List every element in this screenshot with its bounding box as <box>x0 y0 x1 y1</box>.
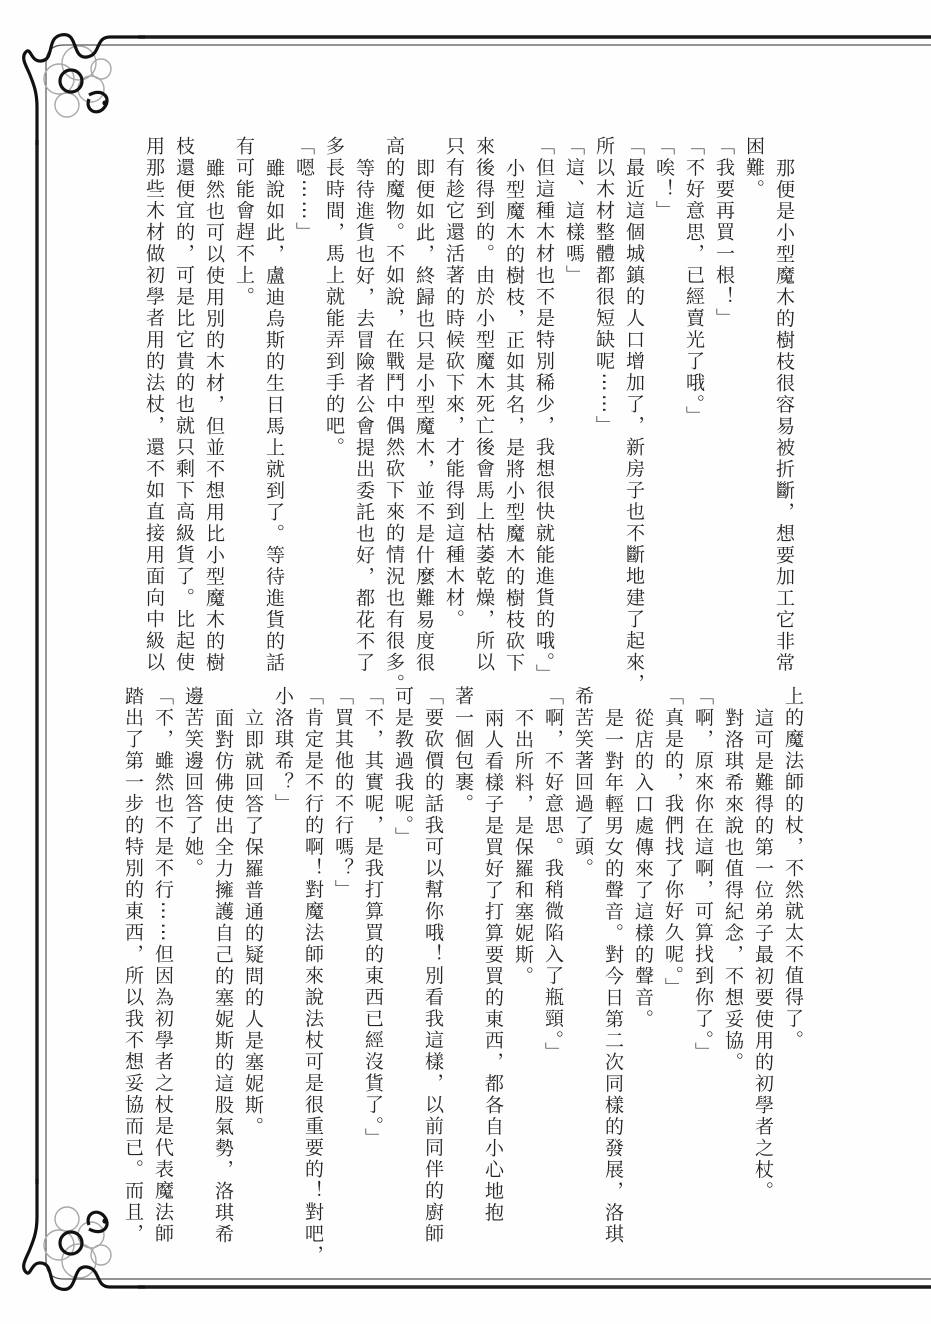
text-line: 踏出了第一步的特別的東西，所以我不想妥協而已。而且， <box>122 686 143 1245</box>
text-line: 著一個包裹。 <box>452 686 473 815</box>
text-line: 不出所料，是保羅和塞妮斯。 <box>512 707 533 987</box>
flourish-dot <box>102 1218 107 1223</box>
text-line: 有可能會趕不上。 <box>233 136 254 308</box>
text-line: 「但這種木材也不是特別稀少，我想很快就能進貨的哦。」 <box>533 136 554 686</box>
text-line: 即便如此，終歸也只是小型魔木，並不是什麼難易度很 <box>413 157 434 674</box>
text-line: 雖說如此，盧迪烏斯的生日馬上就到了。等待進貨的話 <box>263 157 284 674</box>
text-line: 「這、這樣嗎」 <box>563 136 584 287</box>
text-line: 兩人看樣子是買好了打算要買的東西，都各自小心地抱 <box>482 707 503 1224</box>
text-line: 用那些木材做初學者用的法杖，還不如直接用面向中級以 <box>143 136 164 674</box>
text-line: 面對仿佛使出全力擁護自己的塞妮斯的這股氣勢，洛琪希 <box>212 707 233 1245</box>
text-line: 那便是小型魔木的樹枝很容易被折斷，想要加工它非常 <box>773 157 794 674</box>
text-line: 立即就回答了保羅普通的疑問的人是塞妮斯。 <box>242 707 263 1138</box>
text-line: 邊苦笑邊回答了她。 <box>182 686 203 880</box>
text-line: 對洛琪希來說也值得紀念，不想妥協。 <box>722 707 743 1073</box>
text-line: 「真是的，我們找了你好久呢。」 <box>662 686 683 999</box>
text-line: 所以木材整體都很短缺呢⋯⋯」 <box>593 136 614 437</box>
text-line: 是一對年輕男女的聲音。對今日第二次同樣的發展，洛琪 <box>602 707 623 1245</box>
text-line: 「不好意思，已經賣光了哦。」 <box>683 136 704 428</box>
text-line: 只有趁它還活著的時候砍下來，才能得到這種木材。 <box>443 136 464 631</box>
text-line: 枝還便宜的，可是比它貴的也就只剩下高級貨了。比起使 <box>173 136 194 674</box>
text-line: 可是教過我呢。」 <box>392 686 413 849</box>
flourish-black-swirl <box>24 35 145 145</box>
text-line: 從店的入口處傳來了這樣的聲音。 <box>632 707 653 1030</box>
text-line: 雖然也可以使用別的木材，但並不想用比小型魔木的樹 <box>203 157 224 674</box>
text-line: 困難。 <box>743 136 764 201</box>
corner-flourish-top-left-icon <box>15 15 145 145</box>
flourish-gray-loops <box>44 46 111 117</box>
text-line: 「不，其實呢，是我打算買的東西已經沒貨了。」 <box>362 686 383 1150</box>
text-line: 「肯定是不行的啊！對魔法師來說法杖可是很重要的！對吧， <box>302 686 323 1267</box>
text-line: 「唉！」 <box>653 136 674 222</box>
flourish-dot <box>102 100 107 105</box>
text-line: 「啊，原來你在這啊，可算找到你了。」 <box>692 686 713 1064</box>
text-line: 這可是難得的第一位弟子最初要使用的初學者之杖。 <box>752 707 773 1202</box>
text-line: 多長時間，馬上就能弄到手的吧。 <box>323 136 344 459</box>
text-line: 希苦笑著回過了頭。 <box>572 686 593 880</box>
text-line: 「我要再買一根！」 <box>713 136 734 330</box>
text-line: 小型魔木的樹枝，正如其名，是將小型魔木的樹枝砍下 <box>503 157 524 674</box>
text-line: 上的魔法師的杖，不然就太不值得了。 <box>782 686 803 1052</box>
text-line: 高的魔物。不如說，在戰鬥中偶然砍下來的情況也有很多。 <box>383 136 404 695</box>
text-line: 「最近這個城鎮的人口增加了，新房子也不斷地建了起來， <box>623 136 644 695</box>
text-line: 「嗯⋯⋯」 <box>293 136 314 244</box>
text-line: 小洛琪希？」 <box>272 686 293 815</box>
text-line: 「啊，不好意思。我稍微陷入了瓶頸。」 <box>542 686 563 1064</box>
top-text-block <box>138 136 798 711</box>
flourish-gray-loops <box>44 1207 111 1278</box>
bottom-text-block <box>117 686 807 1267</box>
text-line: 「買其他的不行嗎？」 <box>332 686 353 901</box>
text-line: 等待進貨也好，去冒險者公會提出委託也好，都花不了 <box>353 157 374 674</box>
text-line: 「要砍價的話我可以幫你哦！別看我這樣，以前同伴的廚師 <box>422 686 443 1245</box>
text-line: 來後得到的。由於小型魔木死亡後會馬上枯萎乾燥，所以 <box>473 136 494 674</box>
text-line: 「不，雖然也不是不行⋯⋯但因為初學者之杖是代表魔法師 <box>152 686 173 1245</box>
